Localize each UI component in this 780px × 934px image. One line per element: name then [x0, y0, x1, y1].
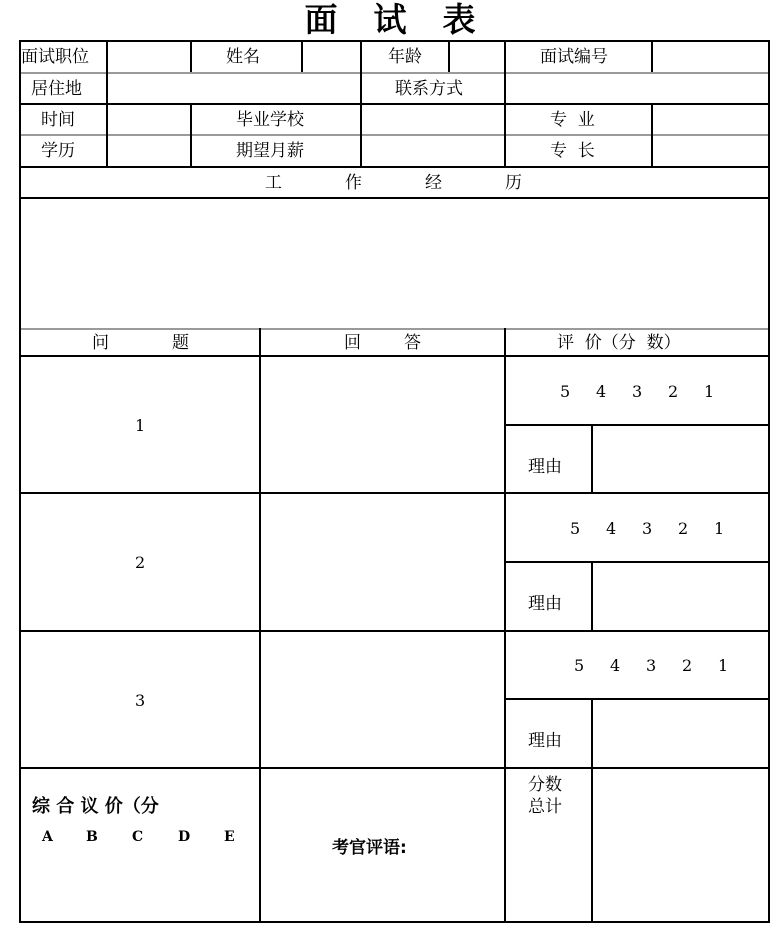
reason-label: 理由 — [528, 731, 562, 751]
label-education: 学历 — [41, 141, 75, 161]
score-option[interactable]: 5 — [574, 656, 585, 675]
grade-option[interactable]: C — [132, 829, 144, 845]
score-option[interactable]: 5 — [560, 382, 571, 401]
answer-field[interactable] — [262, 358, 502, 490]
school-field[interactable] — [362, 106, 502, 132]
title-char: 面 — [304, 0, 338, 39]
question-number: 3 — [135, 691, 146, 710]
answer-field[interactable] — [262, 633, 502, 765]
score-option[interactable]: 1 — [704, 382, 715, 401]
question-header-char: 问 — [92, 333, 109, 353]
grade-option[interactable]: D — [178, 829, 191, 845]
question-number: 2 — [135, 553, 146, 572]
grade-option[interactable]: E — [224, 829, 235, 845]
major-field[interactable] — [653, 106, 766, 132]
label-major: 专 业 — [550, 110, 595, 130]
label-position: 面试职位 — [21, 47, 89, 67]
reason-label: 理由 — [528, 594, 562, 614]
residence-field[interactable] — [108, 75, 358, 101]
score-header: 评 价（分 数） — [557, 333, 681, 353]
work-experience-char: 历 — [505, 173, 522, 193]
reason-field[interactable] — [594, 701, 766, 765]
time-field[interactable] — [108, 106, 188, 132]
label-time: 时间 — [41, 110, 75, 130]
score-option[interactable]: 3 — [632, 382, 643, 401]
score-option[interactable]: 5 — [570, 519, 581, 538]
answer-header-char: 答 — [404, 333, 421, 353]
score-option[interactable]: 4 — [610, 656, 621, 675]
title-char: 试 — [373, 0, 407, 39]
overall-evaluation-label: 综 合 议 价（分 — [32, 796, 159, 817]
reason-label: 理由 — [528, 457, 562, 477]
score-option[interactable]: 4 — [596, 382, 607, 401]
score-option[interactable]: 4 — [606, 519, 617, 538]
total-score-field[interactable] — [594, 770, 766, 919]
age-field[interactable] — [450, 44, 502, 70]
label-name: 姓名 — [226, 47, 260, 67]
label-contact: 联系方式 — [395, 79, 463, 99]
work-experience-field[interactable] — [22, 200, 766, 326]
score-option[interactable]: 2 — [682, 656, 693, 675]
question-number: 1 — [135, 416, 146, 435]
score-option[interactable]: 3 — [646, 656, 657, 675]
education-field[interactable] — [108, 137, 188, 163]
score-option[interactable]: 1 — [714, 519, 725, 538]
question-header-char: 题 — [172, 333, 189, 353]
work-experience-char: 经 — [425, 173, 442, 193]
grade-option[interactable]: B — [86, 829, 98, 845]
score-option[interactable]: 1 — [718, 656, 729, 675]
contact-field[interactable] — [506, 75, 766, 101]
label-interview-number: 面试编号 — [540, 47, 608, 67]
answer-header-char: 回 — [344, 333, 361, 353]
title-char: 表 — [442, 0, 476, 39]
label-school: 毕业学校 — [236, 110, 304, 130]
work-experience-char: 工 — [265, 173, 282, 193]
label-age: 年龄 — [388, 47, 422, 67]
interview-number-field[interactable] — [653, 44, 766, 70]
grade-option[interactable]: A — [42, 829, 53, 845]
form-title — [0, 0, 780, 40]
reason-field[interactable] — [594, 564, 766, 628]
score-option[interactable]: 2 — [668, 382, 679, 401]
work-experience-char: 作 — [345, 173, 362, 193]
label-residence: 居住地 — [31, 79, 82, 99]
score-option[interactable]: 3 — [642, 519, 653, 538]
label-specialty: 专 长 — [550, 141, 595, 161]
reason-field[interactable] — [594, 427, 766, 490]
name-field[interactable] — [303, 44, 358, 70]
examiner-comment-field[interactable] — [262, 770, 502, 919]
position-field[interactable] — [108, 44, 188, 70]
specialty-field[interactable] — [653, 137, 766, 163]
total-score-label: 总计 — [528, 797, 562, 817]
score-option[interactable]: 2 — [678, 519, 689, 538]
answer-field[interactable] — [262, 495, 502, 628]
total-score-label: 分数 — [528, 775, 562, 795]
label-salary: 期望月薪 — [236, 141, 304, 161]
salary-field[interactable] — [362, 137, 502, 163]
examiner-comment-label: 考官评语: — [332, 838, 407, 858]
